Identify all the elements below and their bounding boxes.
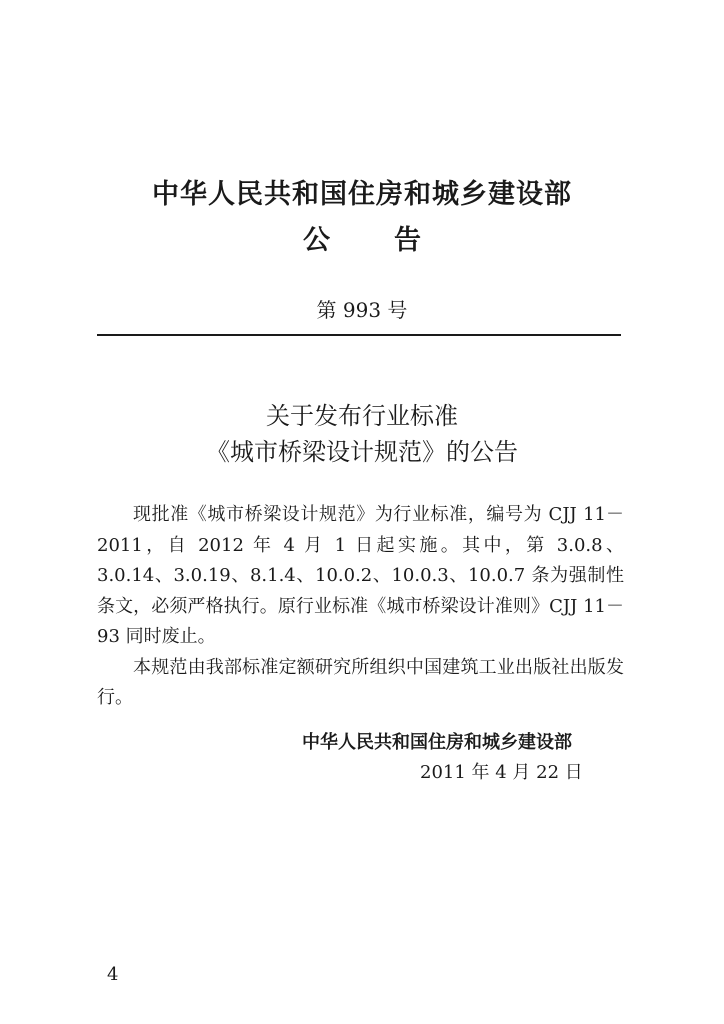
notice-title-line2: 《城市桥梁设计规范》的公告: [206, 438, 518, 466]
body-paragraph-1: 现批准《城市桥梁设计规范》为行业标准，编号为 CJJ 11－2011，自 2012 年 4 月 1 日起实施。其中，第 3.0.8、3.0.14、3.0.19、8.1.4、10.0.2、10.0.3、10.0.7 条为强制性条文，必须严格执行。原行业标准《城市桥梁设计准则》CJJ 11－93 同时废止。: [97, 504, 624, 647]
document-type: 公告: [303, 225, 485, 256]
signature-organization: 中华人民共和国住房和城乡建设部: [302, 732, 572, 753]
signature-date: 2011 年 4 月 22 日: [420, 762, 583, 783]
notice-title-line1: 关于发布行业标准: [266, 402, 458, 430]
document-number: 第 993 号: [316, 298, 408, 322]
page-number: 4: [107, 964, 119, 985]
notice-body: [97, 500, 624, 714]
header-divider: [97, 334, 621, 336]
body-paragraph-2: 本规范由我部标准定额研究所组织中国建筑工业出版社出版发行。: [97, 656, 624, 708]
issuer-title: 中华人民共和国住房和城乡建设部: [152, 179, 572, 210]
